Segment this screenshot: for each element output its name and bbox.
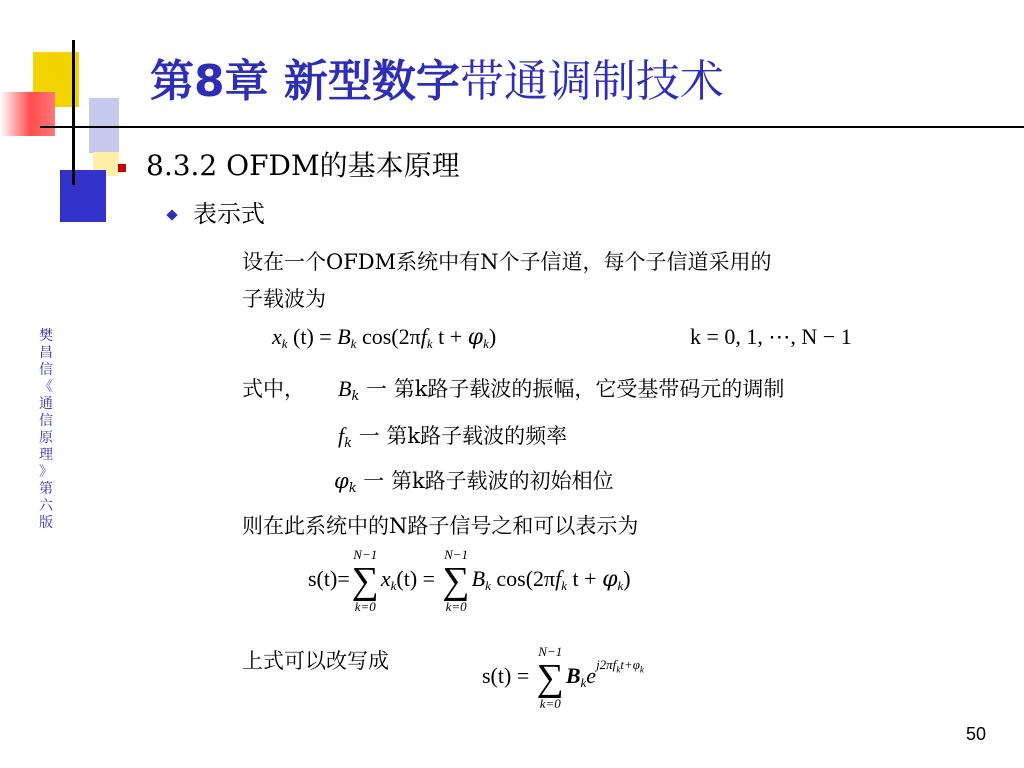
eq2-t: t + [567,566,603,592]
eq2-B: B [471,566,486,592]
equation-subcarrier [272,324,496,352]
eq3-sum-bot: k=0 [539,696,561,711]
eq2-sum1-top: N−1 [353,547,378,562]
eq2-x: x [380,566,391,592]
def-frequency [338,420,567,460]
eq2-f: f [555,566,562,592]
eq3-B: B [565,663,581,689]
eq1-cos: cos(2π [356,324,421,349]
page-number: 50 [966,724,987,744]
eq3-sum-top: N−1 [538,644,563,659]
eq3-exponent [596,657,644,675]
eq1-close: ) [488,324,497,349]
def3-text: 一 第k路子载波的初始相位 [356,469,614,493]
para2: 则在此系统中的N路子信号之和可以表示为 [242,514,639,538]
eq2-term1-rest: (t) = [396,566,441,592]
eq3-exp-sub: k [616,664,621,675]
eq3-exp-rest: t+φ [620,657,640,673]
eq2-phi: φ [602,567,618,593]
decor-red-square [0,92,55,136]
eq1-sub-phi: k [483,336,489,351]
decor-blue-square [60,170,106,222]
def2-sub: k [344,436,353,451]
eq2-sum2 [443,548,470,614]
eq3-sum [537,645,564,711]
eq1-sub-f: k [426,336,433,351]
eq1-B: B [337,324,351,349]
eq2-sum1-bot: k=0 [354,599,376,614]
para1-line2: 子载波为 [242,287,326,311]
slide-title-rest: 带通调制技术 [459,56,724,107]
def1-symbol: B [338,376,352,401]
eq2-lhs: s(t)= [308,566,350,592]
def2-text: 一 第k路子载波的频率 [352,424,568,448]
slide-title [150,42,724,122]
eq2-close: ) [623,566,631,592]
eq2-sum2-top: N−1 [444,547,469,562]
title-underline [40,126,1024,128]
def-amplitude [338,373,784,413]
eq2-cos: cos(2π [490,566,556,592]
para3: 上式可以改写成 [242,649,389,673]
def3-symbol: φ [334,469,349,493]
eq2-sum1-sigma: ∑ [351,560,379,602]
eq1-arg: (t) = [293,324,338,349]
eq3-e: e [586,663,597,689]
eq1-x: x [272,324,282,349]
para1-line1: 设在一个OFDM系统中有N个子信道，每个子信道采用的 [242,250,772,274]
eq2-sum2-bot: k=0 [445,599,467,614]
def1-sub: k [351,389,360,404]
eq1-phi: φ [467,325,484,350]
decor-vertical-line [72,40,75,185]
def1-text: 一 第k路子载波的振幅，它受基带码元的调制 [359,377,785,401]
eq2-sum2-sigma: ∑ [442,560,470,602]
equation-complex: s(t) = N−1 ∑ k=0 $B_ke^{j2\pi f_kt+\varphi_k}$ [482,644,644,711]
equation-range: k = 0, 1, ⋯, N − 1 [690,324,852,349]
eq2-sum1 [352,548,379,614]
eq1-sub: k [281,336,288,351]
eq3-sum-sigma: ∑ [536,657,564,699]
sub-bullet-heading: 表示式 [193,200,265,228]
def-phase [334,465,614,505]
def2-symbol: f [338,423,345,448]
def3-sub: k [348,481,357,496]
def-intro: 式中， [242,377,305,401]
bullet-square-icon [118,164,126,172]
equation-sum: s(t)= N−1 ∑ k=0 $x_k(t)$ = N−1 ∑ k=0 $B_k$ $\cos(2\pi f_k$ $t + \varphi_k$) [308,547,631,614]
bullet-heading: 8.3.2 OFDM的基本原理 [146,149,460,182]
slide-title-bold: 第8章 新型数字 [150,56,460,107]
sidebar-book-title: 樊 昌 信 《 通 信 原 理 》 第 六 版 [39,328,53,531]
eq1-f: f [420,324,427,349]
bullet-diamond-icon [166,209,177,220]
eq3-lhs: s(t) = [482,663,535,689]
eq1-sub-B: k [350,336,357,351]
eq3-exp-main: j2πf [596,657,617,673]
eq3-exp-sub2: k [639,664,644,675]
eq1-t: t + [432,324,468,349]
